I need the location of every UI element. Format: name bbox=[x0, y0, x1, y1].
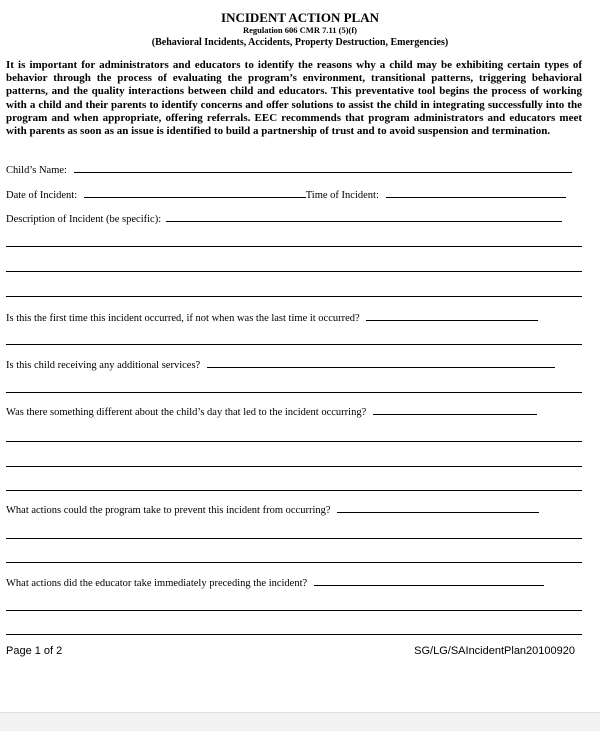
different-day-line-1[interactable] bbox=[6, 441, 582, 442]
first-time-row bbox=[6, 310, 582, 326]
date-time-row bbox=[6, 187, 582, 203]
different-day-field[interactable] bbox=[373, 404, 537, 415]
regulation-reference: Regulation 606 CMR 7.11 (5)(f) bbox=[242, 25, 358, 35]
document-header bbox=[0, 10, 600, 49]
prevent-field[interactable] bbox=[337, 502, 539, 513]
childs-name-label: Child’s Name: bbox=[6, 165, 67, 176]
document-title: INCIDENT ACTION PLAN bbox=[221, 10, 379, 25]
description-line-2[interactable] bbox=[6, 271, 582, 272]
date-of-incident-field[interactable] bbox=[84, 187, 306, 198]
childs-name-row bbox=[6, 162, 582, 178]
description-field[interactable] bbox=[166, 211, 562, 222]
time-of-incident-label: Time of Incident: bbox=[305, 190, 379, 201]
childs-name-field[interactable] bbox=[74, 162, 572, 173]
educator-actions-row bbox=[6, 575, 582, 591]
time-of-incident-field[interactable] bbox=[386, 187, 566, 198]
different-day-label: Was there something different about the child’s day that led to the incident occurring? bbox=[6, 407, 367, 418]
first-time-line-1[interactable] bbox=[6, 344, 582, 345]
additional-services-row bbox=[6, 357, 582, 373]
first-time-field[interactable] bbox=[366, 310, 538, 321]
intro-paragraph: It is important for administrators and educators to identify the reasons why a child may be exhibiting certain types of behavior through the process of evaluating the program’s environment, transitional patterns, triggering behavioral patterns, and the quality interactions between child and educators. This preventative tool begins the process of working with a child and their parents to identify concerns and offer solutions to assist the child in integrating successfully into the program and when appropriate, offering referrals. EEC recommends that program administrators and educators meet with parents as soon as an issue is identified to build a partnership of trust and to avoid suspension and termination. bbox=[6, 59, 582, 138]
prevent-line-2[interactable] bbox=[6, 562, 582, 563]
prevent-row bbox=[6, 502, 582, 518]
description-row bbox=[6, 211, 582, 227]
additional-services-label: Is this child receiving any additional services? bbox=[6, 360, 201, 371]
additional-services-field[interactable] bbox=[207, 357, 555, 368]
description-line-1[interactable] bbox=[6, 246, 582, 247]
incident-categories: (Behavioral Incidents, Accidents, Property Destruction, Emergencies) bbox=[151, 37, 449, 48]
different-day-line-3[interactable] bbox=[6, 490, 582, 491]
description-label: Description of Incident (be specific): bbox=[6, 214, 162, 225]
additional-services-line-1[interactable] bbox=[6, 392, 582, 393]
page-number: Page 1 of 2 bbox=[6, 645, 63, 657]
document-code: SG/LG/SAIncidentPlan20100920 bbox=[414, 645, 575, 657]
educator-actions-label: What actions did the educator take immediately preceding the incident? bbox=[6, 578, 308, 589]
educator-actions-line-2[interactable] bbox=[6, 634, 582, 635]
educator-actions-line-1[interactable] bbox=[6, 610, 582, 611]
prevent-line-1[interactable] bbox=[6, 538, 582, 539]
first-time-label: Is this the first time this incident occurred, if not when was the last time it occurred? bbox=[6, 313, 360, 324]
educator-actions-field[interactable] bbox=[314, 575, 544, 586]
description-line-3[interactable] bbox=[6, 296, 582, 297]
viewer-bottom-edge bbox=[0, 712, 600, 731]
different-day-row bbox=[6, 404, 582, 420]
prevent-label: What actions could the program take to prevent this incident from occurring? bbox=[6, 505, 331, 516]
date-of-incident-label: Date of Incident: bbox=[6, 190, 78, 201]
different-day-line-2[interactable] bbox=[6, 466, 582, 467]
